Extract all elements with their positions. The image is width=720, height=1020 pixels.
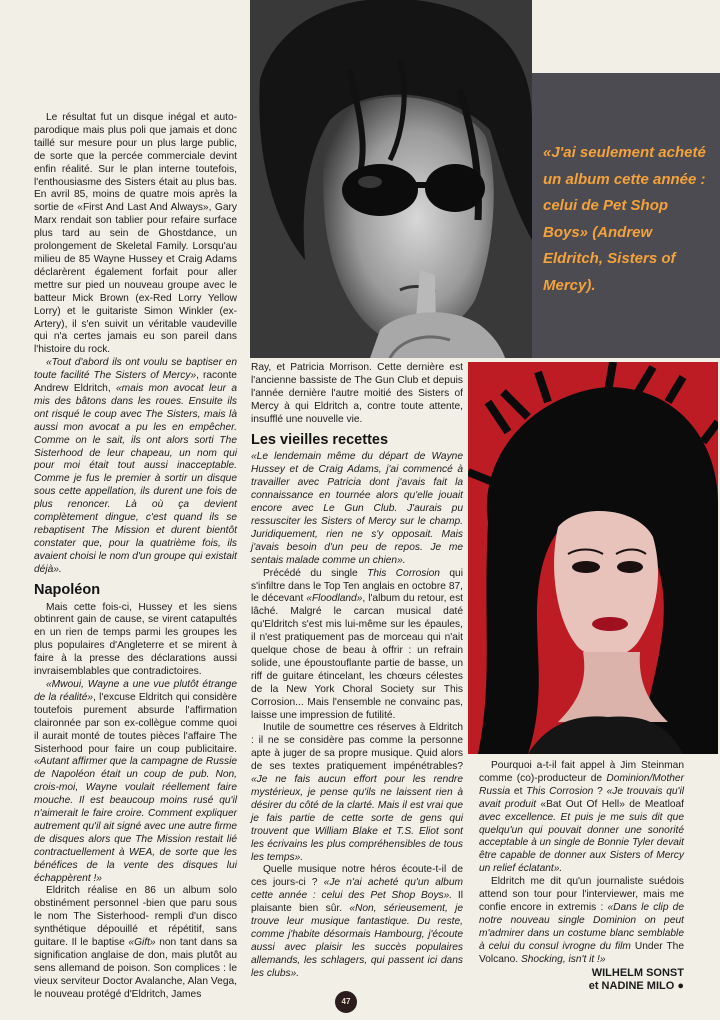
quote-text: «Non, sérieusement, je trouve leur musique fantastique. Du reste, comme j'habite désormais Hambourg, j'écoute aussi avec plaisir les succès populaires allemands, les schlagers, qui passent ici dans les clubs». bbox=[251, 903, 464, 979]
col2-paragraph-2 bbox=[251, 451, 463, 567]
photo-patricia-morrison bbox=[468, 362, 718, 754]
section-heading-vieilles-recettes: Les vieilles recettes bbox=[251, 431, 389, 448]
section-heading-napoleon: Napoléon bbox=[34, 581, 101, 598]
quote-text: «Je trouvais qu'il avait produit bbox=[479, 785, 684, 810]
single-title: This Corrosion bbox=[526, 785, 594, 797]
single-title: Dominion/Mother Russia bbox=[479, 772, 684, 797]
text-run: Précédé du single bbox=[263, 567, 368, 579]
text-run: , l'album du retour, est lâché. Malgré le carcan musical daté qu'Eldritch s'est mis lui-même sur les épaules, il n'est pratiquement pas de morceau qui n'ait quelque chose de beau à offrir : un refrain solide, une époustouflante partie de basse, un riff de guitare étincelant, les chœurs célestes de la New York Choral Society sur This Corrosion... Mais l'ensemble ne convainc pas, laisse une impression de futilité. bbox=[251, 593, 463, 721]
text-run: , l'excuse Eldritch qui considère toutefois purement absurde l'affirmation claironnée par son ex-collègue comme quoi il aurait monté de toutes pièces l'affaire The Sisterhood pour faire un coup publicitaire. bbox=[34, 691, 237, 755]
quote-text: «Le lendemain même du départ de Wayne Hussey et de Craig Adams, j'ai commencé à travailler avec Patricia dont j'avais fait la connaissance en tournée alors qu'elle jouait encore avec Le Gun Club. J'aurais pu ressusciter les Sisters of Mercy sur le champ. Juridiquement, rien ne s'y opposait. Mais j'avais besoin d'un peu de repos. Je me sentais malade comme un chien». bbox=[251, 451, 463, 566]
col3-paragraph-2 bbox=[479, 876, 684, 966]
photo-patricia-morrison-art bbox=[468, 362, 718, 754]
col1-paragraph-5 bbox=[34, 885, 237, 1001]
col2-paragraph-3 bbox=[251, 568, 463, 723]
text-run: Eldritch me dit qu'un journaliste suédois attend son tour pour l'interviewer, mais me confie encore in extremis : bbox=[479, 876, 684, 913]
author-name: et NADINE MILO bbox=[588, 979, 675, 992]
quote-text: «Je ne fais aucun effort pour les rendre mystérieux, je pense qu'ils ne laissent rien à désirer du côté de la clarté. Mais il est vrai que je fais partie de cette sorte de gens qui trouvent que William Blake et T.S. Eliot sont les écrivains les plus compréhensibles de tous les temps». bbox=[251, 774, 463, 863]
column-2 bbox=[251, 362, 463, 981]
text-run: . bbox=[515, 953, 521, 965]
text-run: Eldritch réalise en 86 un album solo obstinément personnel -bien que paru sous le nom The Sisterhood- rempli d'un disco synthétique dépouillé et répétitif, sans guitare. Il le baptise bbox=[34, 885, 237, 949]
page-number: 47 bbox=[335, 991, 357, 1013]
quote-text: «Mwoui, Wayne a une vue plutôt étrange de la réalité» bbox=[34, 678, 237, 703]
col1-paragraph-1: Le résultat fut un disque inégal et auto-parodique mais plus poli que jamais et donc taillé sur mesure pour un plus large public, de sorte que la percée commerciale devint enfin réalité. Sur le plan interne toutefois, l'enthousiasme des Sisters était au plus bas. En avril 85, moins de quatre mois après la sortie de «First And Last And Always», Gary Marx rendait son tablier pour refaire surface plus tard au sein de Ghostdance, un prolongement de Skeletal Family. Lorsqu'au milieu de 85 Wayne Hussey et Craig Adams déclarèrent également forfait pour aller mettre sur pied un nouveau groupe avec le batteur Mick Brown (ex-Red Lorry Yellow Lorry) et le guitariste Simon Winkler (ex-Artery), il s'en suivit un véritable vaudeville qui n'a certes jamais eu son pareil dans l'histoire du rock. bbox=[34, 112, 237, 356]
quote-text: avec excellence. Et puis je me suis dit que quelqu'un qui pouvait donner une sonorité acceptable à un single de Bonnie Tyler devait être capable de donner aux Sisters of Mercy un relief éclatant». bbox=[479, 811, 684, 875]
text-run: «Bat Out Of Hell» de Meatloaf bbox=[536, 798, 684, 810]
film-title: Under The Volcano bbox=[479, 940, 684, 965]
author-signature-2 bbox=[479, 980, 684, 993]
text-run: Il plaisante bien sûr. bbox=[251, 890, 463, 915]
col1-paragraph-3: Mais cette fois-ci, Hussey et les siens obtinrent gain de cause, se virent catapultés en un rien de temps parmi les groupes les plus populaires d'Angleterre et se mirent à faire à la presse des déclarations aussi invraisemblables que contradictoires. bbox=[34, 601, 237, 678]
text-run: , raconte Andrew Eldritch, bbox=[34, 370, 237, 395]
col3-paragraph-1 bbox=[479, 760, 684, 876]
text-run: ? bbox=[593, 785, 607, 797]
end-mark-icon: ● bbox=[677, 979, 684, 992]
col2-paragraph-5 bbox=[251, 864, 463, 980]
text-run: Pourquoi a-t-il fait appel à Jim Steinman comme (co)-producteur de bbox=[479, 760, 684, 784]
photo-andrew-eldritch-art bbox=[250, 0, 532, 358]
album-title: «Gift» bbox=[128, 937, 156, 949]
photo-andrew-eldritch bbox=[250, 0, 532, 358]
quote-text: «Je n'ai acheté qu'un album cette année : celui des Pet Shop Boys». bbox=[251, 877, 463, 902]
quote-text: «Autant affirmer que la campagne de Russie de Napoléon était un coup de pub. Non, crois-moi, Wayne voulait réellement faire mouche. Il est beaucoup moins rusé qu'il n'aimerait le faire croire. Comment expliquer autrement qu'il ait signé avec une autre firme de disques alors que The Mission restait lié contractuellement à WEA, de sorte que les bénéfices de la vente des disques lui échappèrent !» bbox=[34, 756, 237, 884]
pull-quote: «J'ai seulement acheté un album cette année : celui de Pet Shop Boys» (Andrew Eldritch, Sisters of Mercy). bbox=[543, 144, 706, 294]
author-signature-1: WILHELM SONST bbox=[591, 966, 684, 979]
text-run: qui s'infiltre dans le Top Ten anglais en octobre 87, le décevant bbox=[251, 567, 463, 605]
col1-paragraph-4 bbox=[34, 679, 237, 886]
quote-text: «Tout d'abord ils ont voulu se baptiser en toute facilité The Sisters of Mercy» bbox=[34, 357, 237, 382]
column-1 bbox=[34, 112, 237, 1002]
quote-text: «Dans le clip de notre nouveau single Dominion on peut m'admirer dans un costume blanc semblable à celui du consul ivrogne du film bbox=[479, 901, 684, 952]
single-title: This Corrosion bbox=[367, 567, 440, 579]
col2-paragraph-4 bbox=[251, 722, 463, 864]
col1-paragraph-2 bbox=[34, 357, 237, 576]
column-3 bbox=[479, 760, 684, 993]
text-run: et bbox=[510, 785, 527, 797]
quote-text: Shocking, isn't it !» bbox=[520, 953, 606, 965]
quote-text: «mais mon avocat leur a mis des bâtons dans les roues. Ensuite ils ont risqué le coup avec The Sisters, mais là aussi mon avocat a pu les en empêcher. Comme on le sait, ils ont alors sorti The Sisterhood de leur chapeau, un nom qui pour moi était tout aussi inacceptable. Comme je fus le premier à sortir un disque sous cette appellation, ils durent une fois de plus renoncer. Là où ça devient complètement dingue, c'est quand ils se rebaptisent The Mission et durent bientôt constater que, pour la quatrième fois, ils avaient choisi le nom d'un groupe qui existait déjà». bbox=[34, 383, 237, 575]
text-run: non tant dans sa signification anglaise de don, mais plutôt au sens allemand de poison. Son complices : le vieux serviteur Doctor Avalanche, Alan Vega, le nouveau protégé d'Eldritch, James bbox=[34, 937, 237, 1000]
album-title: «Floodland» bbox=[306, 593, 363, 605]
text-run: Inutile de soumettre ces réserves à Eldritch : il ne se considère pas comme la personne apte à juger de sa propre musique. Quid alors de ses textes pratiquement impénétrables? bbox=[251, 722, 463, 773]
col2-paragraph-1: Ray, et Patricia Morrison. Cette dernière est l'ancienne bassiste de The Gun Club et depuis l'année dernière l'autre moitié des Sisters of Mercy à qui Eldritch a, contre toute attente, insufflé une nouvelle vie. bbox=[251, 362, 463, 425]
text-run: Quelle musique notre héros écoute-t-il de ces jours-ci ? bbox=[251, 864, 463, 889]
